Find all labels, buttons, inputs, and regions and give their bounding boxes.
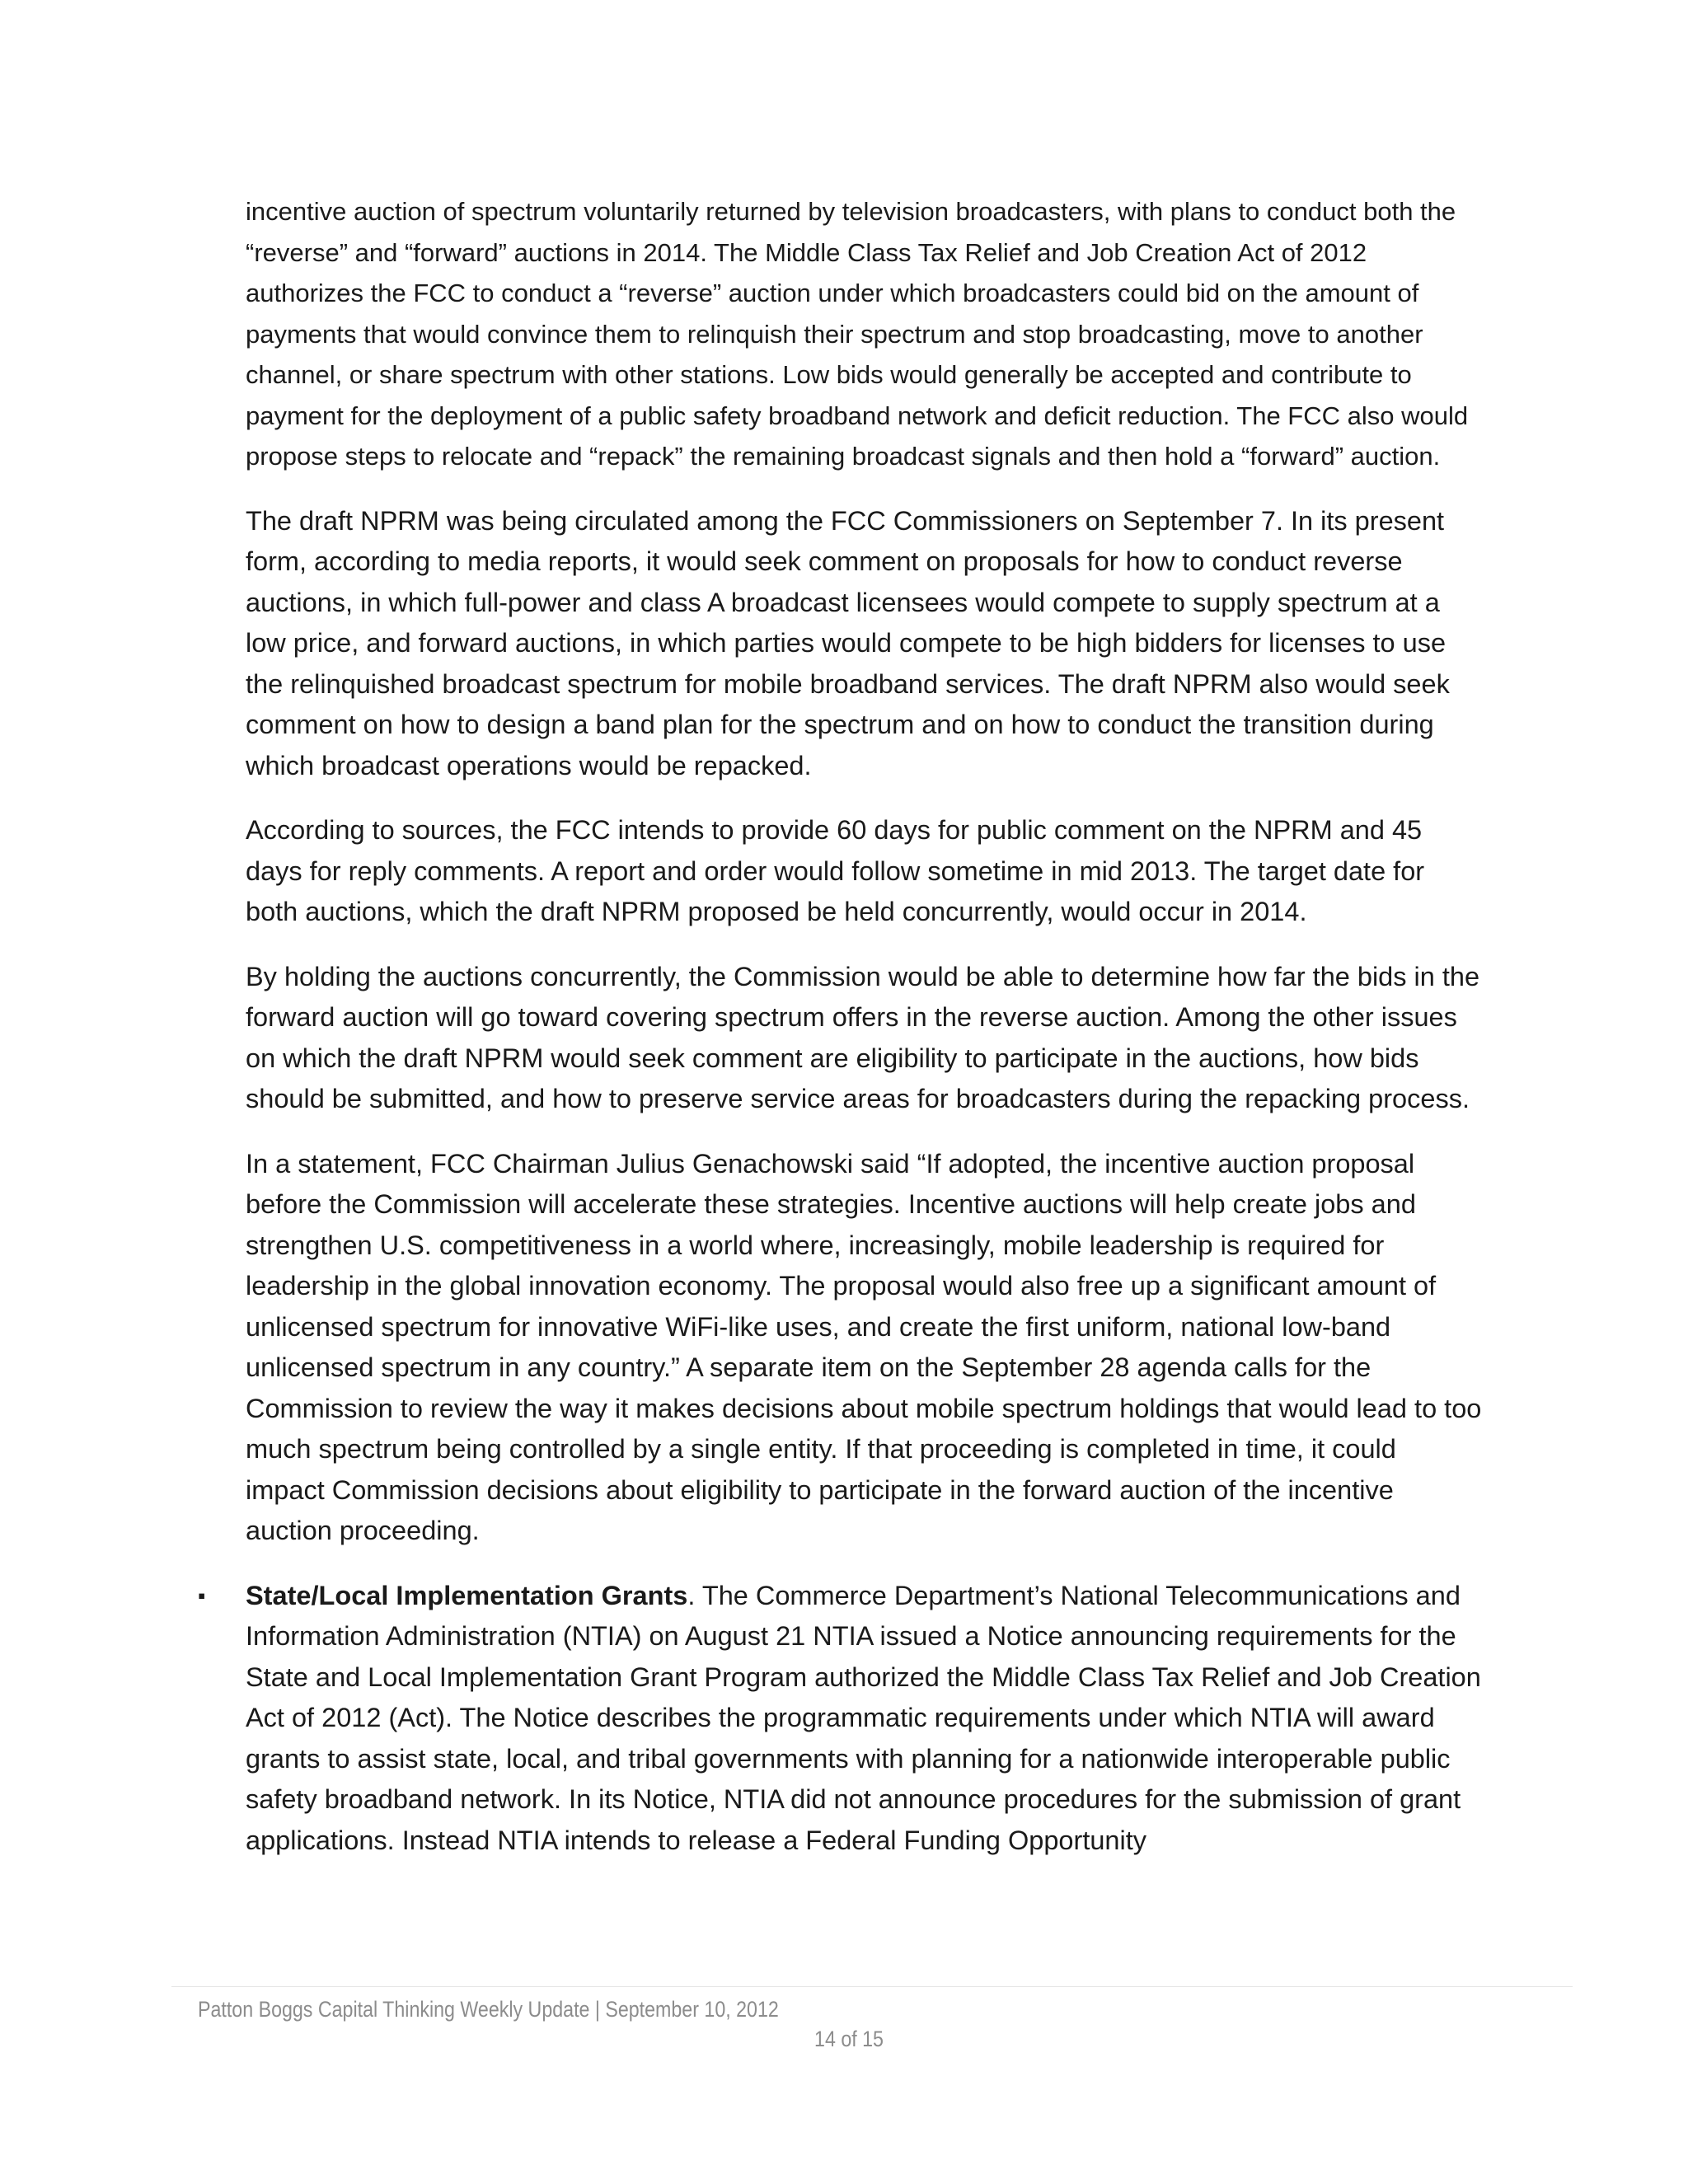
bullet-icon: ▪ xyxy=(198,1582,206,1608)
document-body xyxy=(198,191,1482,1885)
footer-publication: Patton Boggs Capital Thinking Weekly Update | September 10, 2012 xyxy=(198,1997,779,2022)
paragraph-draft-nprm: The draft NPRM was being circulated among the FCC Commissioners on September 7. In its present form, according to media reports, it would seek comment on proposals for how to conduct reverse auctions, in which full-power and class A broadcast licensees would compete to supply spectrum at a low price, and forward auctions, in which parties would compete to be high bidders for licenses to use the relinquished broadcast spectrum for mobile broadband services. The draft NPRM also would seek comment on how to design a band plan for the spectrum and on how to conduct the transition during which broadcast operations would be repacked. xyxy=(246,505,1450,780)
bullet-text: . The Commerce Department’s National Telecommunications and Information Administration (NTIA) on August 21 NTIA issued a Notice announcing requirements for the State and Local Implementation Grant Program authorized the Middle Class Tax Relief and Job Creation Act of 2012 (Act). The Notice describes the programmatic requirements under which NTIA will award grants to assist state, local, and tribal governments with planning for a nationwide interoperable public safety broadband network. In its Notice, NTIA did not announce procedures for the submission of grant applications. Instead NTIA intends to release a Federal Funding Opportunity xyxy=(246,1580,1481,1855)
footer-divider xyxy=(171,1986,1573,1987)
paragraph-chairman-statement: In a statement, FCC Chairman Julius Genachowski said “If adopted, the incentive auction proposal before the Commission will accelerate these strategies. Incentive auctions will help create jobs and strengthen U.S. competitiveness in a world where, increasingly, mobile leadership is required for leadership in the global innovation economy. The proposal would also free up a significant amount of unlicensed spectrum for innovative WiFi-like uses, and create the first uniform, national low-band unlicensed spectrum in any country.” A separate item on the September 28 agenda calls for the Commission to review the way it makes decisions about mobile spectrum holdings that would lead to too much spectrum being controlled by a single entity. If that proceeding is completed in time, it could impact Commission decisions about eligibility to participate in the forward auction of the incentive auction proceeding. xyxy=(246,1148,1482,1545)
page-number: 14 of 15 xyxy=(814,2027,884,2051)
paragraph-incentive-auction-intro: incentive auction of spectrum voluntarily returned by television broadcasters, with plans to conduct both the “reverse” and “forward” auctions in 2014. The Middle Class Tax Relief and Job Creation Act of 2012 authorizes the FCC to conduct a “reverse” auction under which broadcasters could bid on the amount of payments that would convince them to relinquish their spectrum and stop broadcasting, move to another channel, or share spectrum with other stations. Low bids would generally be accepted and contribute to payment for the deployment of a public safety broadband network and deficit reduction. The FCC also would propose steps to relocate and “repack” the remaining broadcast signals and then hold a “forward” auction. xyxy=(246,197,1469,471)
paragraph-concurrent-auctions: By holding the auctions concurrently, the Commission would be able to determine how far the bids in the forward auction will go toward covering spectrum offers in the reverse auction. Among the other issues on which the draft NPRM would seek comment are eligibility to participate in the auctions, how bids should be submitted, and how to preserve service areas for broadcasters during the repacking process. xyxy=(246,961,1480,1113)
bullet-heading: State/Local Implementation Grants xyxy=(246,1580,688,1610)
paragraph-comment-period: According to sources, the FCC intends to provide 60 days for public comment on the NPRM and 45 days for reply comments. A report and order would follow sometime in mid 2013. The target date for both auctions, which the draft NPRM proposed be held concurrently, would occur in 2014. xyxy=(246,815,1425,926)
list-item-state-local-grants xyxy=(198,1576,1482,1862)
